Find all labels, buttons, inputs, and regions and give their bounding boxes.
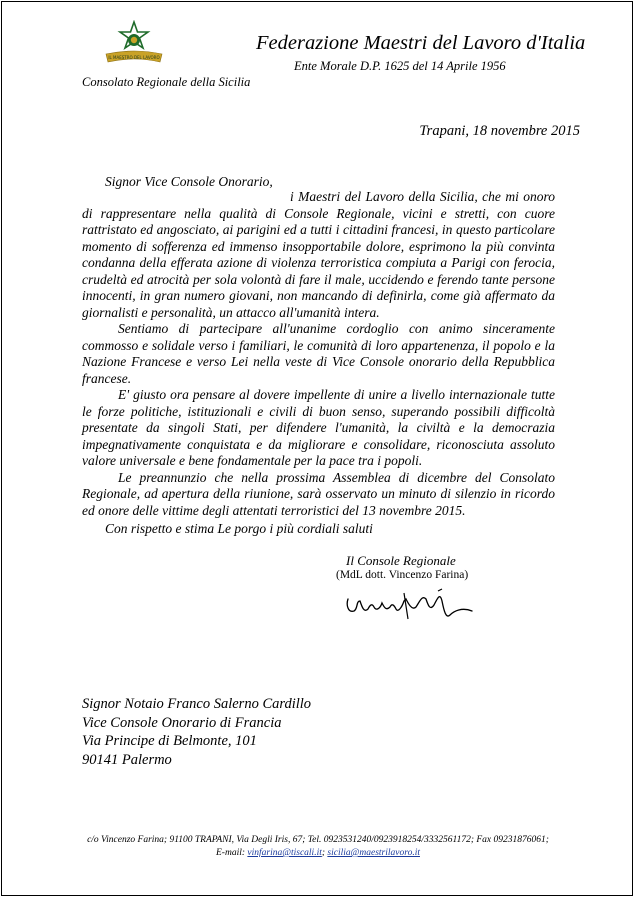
- recipient-line: Via Principe di Belmonte, 101: [82, 733, 257, 749]
- body-paragraph: Le preannunzio che nella prossima Assemblea di dicembre del Consolato Regionale, ad apertura della riunione, sarà osservato un minuto di silenzio in ricordo ed onore delle vittime degli attentati terroristici del 13 novembre 2015.: [82, 469, 555, 518]
- footer: [42, 834, 594, 860]
- email-link-2[interactable]: sicilia@maestrilavoro.it: [327, 848, 420, 858]
- email-link-1[interactable]: vinfarina@tiscali.it: [247, 848, 322, 858]
- body-paragraph: Sentiamo di partecipare all'unanime cordoglio con animo sinceramente commosso e solidale verso i familiari, le comunità di loro appartenenza, il popolo e la Nazione Francese e verso Lei nella veste di Vice Console onorario della Repubblica francese.: [82, 321, 555, 386]
- office-name: Consolato Regionale della Sicilia: [82, 75, 251, 89]
- recipient-line: 90141 Palermo: [82, 751, 172, 768]
- signatory-name: (MdL dott. Vincenzo Farina): [336, 569, 469, 581]
- email-separator: ;: [321, 848, 326, 858]
- body-paragraph: E' giusto ora pensare al dovere impellente di unire a livello internazionale tutte le forze politiche, istituzionali e civili di buon senso, superando possibili difficoltà presentate da singoli Stati, per difendere l'umanità, la civiltà e la democrazia impegnativamente conquistata e da migliorare e consolidare, riconosciuta assoluto valore universale e bene fondamentale per la pace tra i popoli.: [82, 387, 555, 468]
- handwritten-signature: [342, 585, 477, 625]
- closing-line: Con rispetto e stima Le porgo i più cordiali saluti: [105, 521, 373, 536]
- recipient-line: Vice Console Onorario di Francia: [82, 714, 282, 731]
- recipient-address: [82, 695, 311, 769]
- letter-date: Trapani, 18 novembre 2015: [419, 123, 580, 139]
- organization-subtitle: Ente Morale D.P. 1625 del 14 Aprile 1956: [294, 59, 506, 73]
- email-label: E-mail:: [216, 848, 246, 858]
- body-paragraph: i Maestri del Lavoro della Sicilia, che mi onoro di rappresentare nella qualità di Console Regionale, vicini e stretti, con cuore rattristato ed angosciato, ai parigini ed a tutti i cittadini francesi, in questo particolare momento di sofferenza ed immenso insopportabile dolore, esprimono la più convinta condanna della efferata azione di violenza terroristica compiuta a Parigi con ferocia, crudeltà ed atrocità per sola volontà di fare il male, uccidendo e ferendo tante persone innocenti, in gran numero giovani, non mancando di definirla, come già affermato da giornalisti e personalità, un attacco all'umanità intera.: [82, 189, 555, 320]
- signatory-title: Il Console Regionale: [346, 553, 456, 568]
- svg-text:IL MAESTRO DEL LAVORO: IL MAESTRO DEL LAVORO: [108, 55, 160, 60]
- recipient-line: Signor Notaio Franco Salerno Cardillo: [82, 696, 312, 712]
- footer-email-line: [42, 847, 594, 860]
- salutation: Signor Vice Console Onorario,: [105, 174, 273, 189]
- footer-address: c/o Vincenzo Farina; 91100 TRAPANI, Via Degli Iris, 67; Tel. 0923531240/0923918254/3332561172; Fax 09231876061;: [87, 835, 549, 845]
- letter-body: [82, 189, 555, 519]
- organization-title: Federazione Maestri del Lavoro d'Italia: [256, 32, 586, 54]
- letter-page: [1, 1, 633, 896]
- federation-logo: [102, 20, 166, 64]
